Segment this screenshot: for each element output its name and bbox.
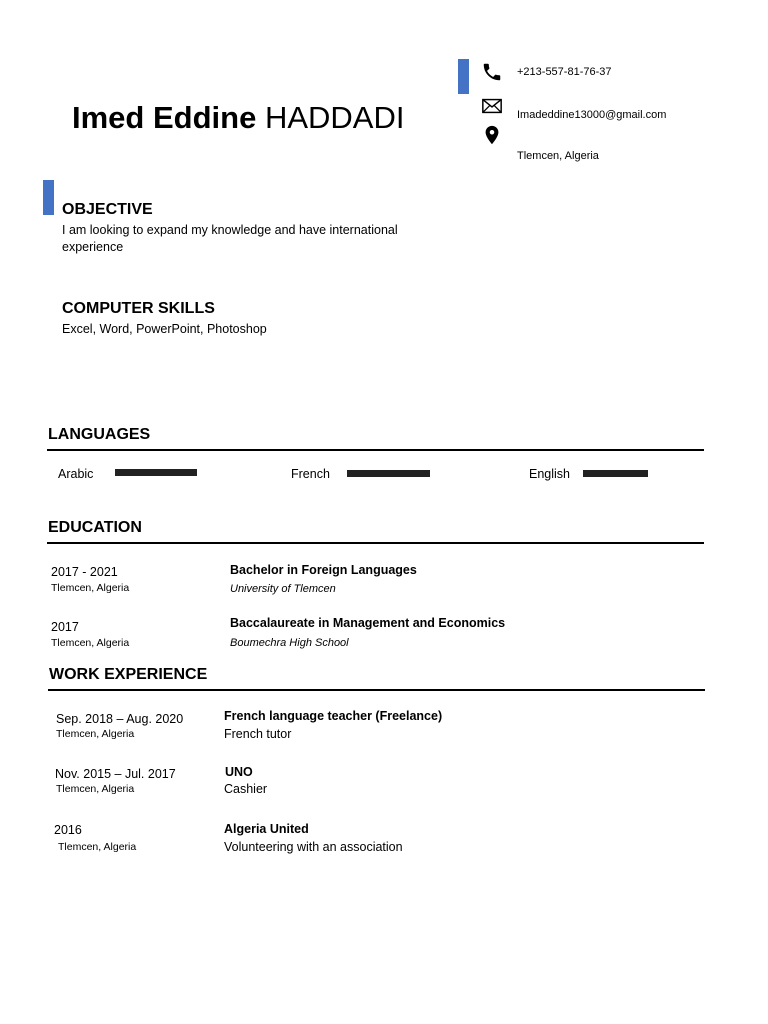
contact-accent-bar [458, 59, 469, 94]
work-experience-title: WORK EXPERIENCE [49, 666, 208, 683]
education-degree: Bachelor in Foreign Languages [230, 563, 417, 577]
education-divider [47, 542, 704, 544]
first-name: Imed Eddine [72, 100, 257, 135]
education-date: 2017 - 2021 [51, 565, 118, 579]
objective-text-line-1: I am looking to expand my knowledge and have international [62, 223, 398, 237]
education-location: Tlemcen, Algeria [51, 582, 130, 594]
education-date: 2017 [51, 620, 79, 634]
phone-number: +213-557-81-76-37 [517, 66, 612, 78]
location-pin-icon [481, 124, 503, 146]
mail-icon [481, 95, 503, 117]
work-employer: French language teacher (Freelance) [224, 709, 443, 723]
languages-divider [47, 449, 704, 451]
work-role: French tutor [224, 727, 292, 741]
work-date: Nov. 2015 – Jul. 2017 [55, 767, 176, 781]
objective-title: OBJECTIVE [62, 201, 153, 218]
objective-text-line-2: experience [62, 240, 124, 254]
language-english-level-bar [583, 470, 648, 477]
education-degree: Baccalaureate in Management and Economics [230, 616, 506, 630]
language-french-label: French [291, 467, 330, 481]
education-school: Boumechra High School [230, 637, 349, 649]
work-role: Volunteering with an association [224, 840, 403, 854]
location-text: Tlemcen, Algeria [517, 150, 599, 162]
computer-skills-title: COMPUTER SKILLS [62, 300, 215, 317]
work-date: Sep. 2018 – Aug. 2020 [56, 712, 184, 726]
languages-title: LANGUAGES [48, 426, 151, 443]
work-employer: UNO [225, 765, 253, 779]
education-school: University of Tlemcen [230, 583, 336, 595]
candidate-name [72, 98, 404, 138]
last-name: HADDADI [264, 100, 405, 135]
work-location: Tlemcen, Algeria [58, 841, 137, 853]
language-arabic-level-bar [115, 469, 197, 476]
work-experience-divider [48, 689, 705, 691]
work-location: Tlemcen, Algeria [56, 783, 135, 795]
computer-skills-text: Excel, Word, PowerPoint, Photoshop [62, 322, 267, 336]
language-english-label: English [529, 467, 570, 481]
work-date: 2016 [54, 823, 82, 837]
objective-accent-bar [43, 180, 54, 215]
work-employer: Algeria United [224, 822, 309, 836]
language-french-level-bar [347, 470, 430, 477]
education-location: Tlemcen, Algeria [51, 637, 130, 649]
work-role: Cashier [224, 782, 268, 796]
education-title: EDUCATION [48, 519, 142, 536]
work-location: Tlemcen, Algeria [56, 728, 135, 740]
email-address: Imadeddine13000@gmail.com [517, 109, 667, 121]
language-arabic-label: Arabic [58, 467, 94, 481]
phone-icon [481, 61, 503, 83]
